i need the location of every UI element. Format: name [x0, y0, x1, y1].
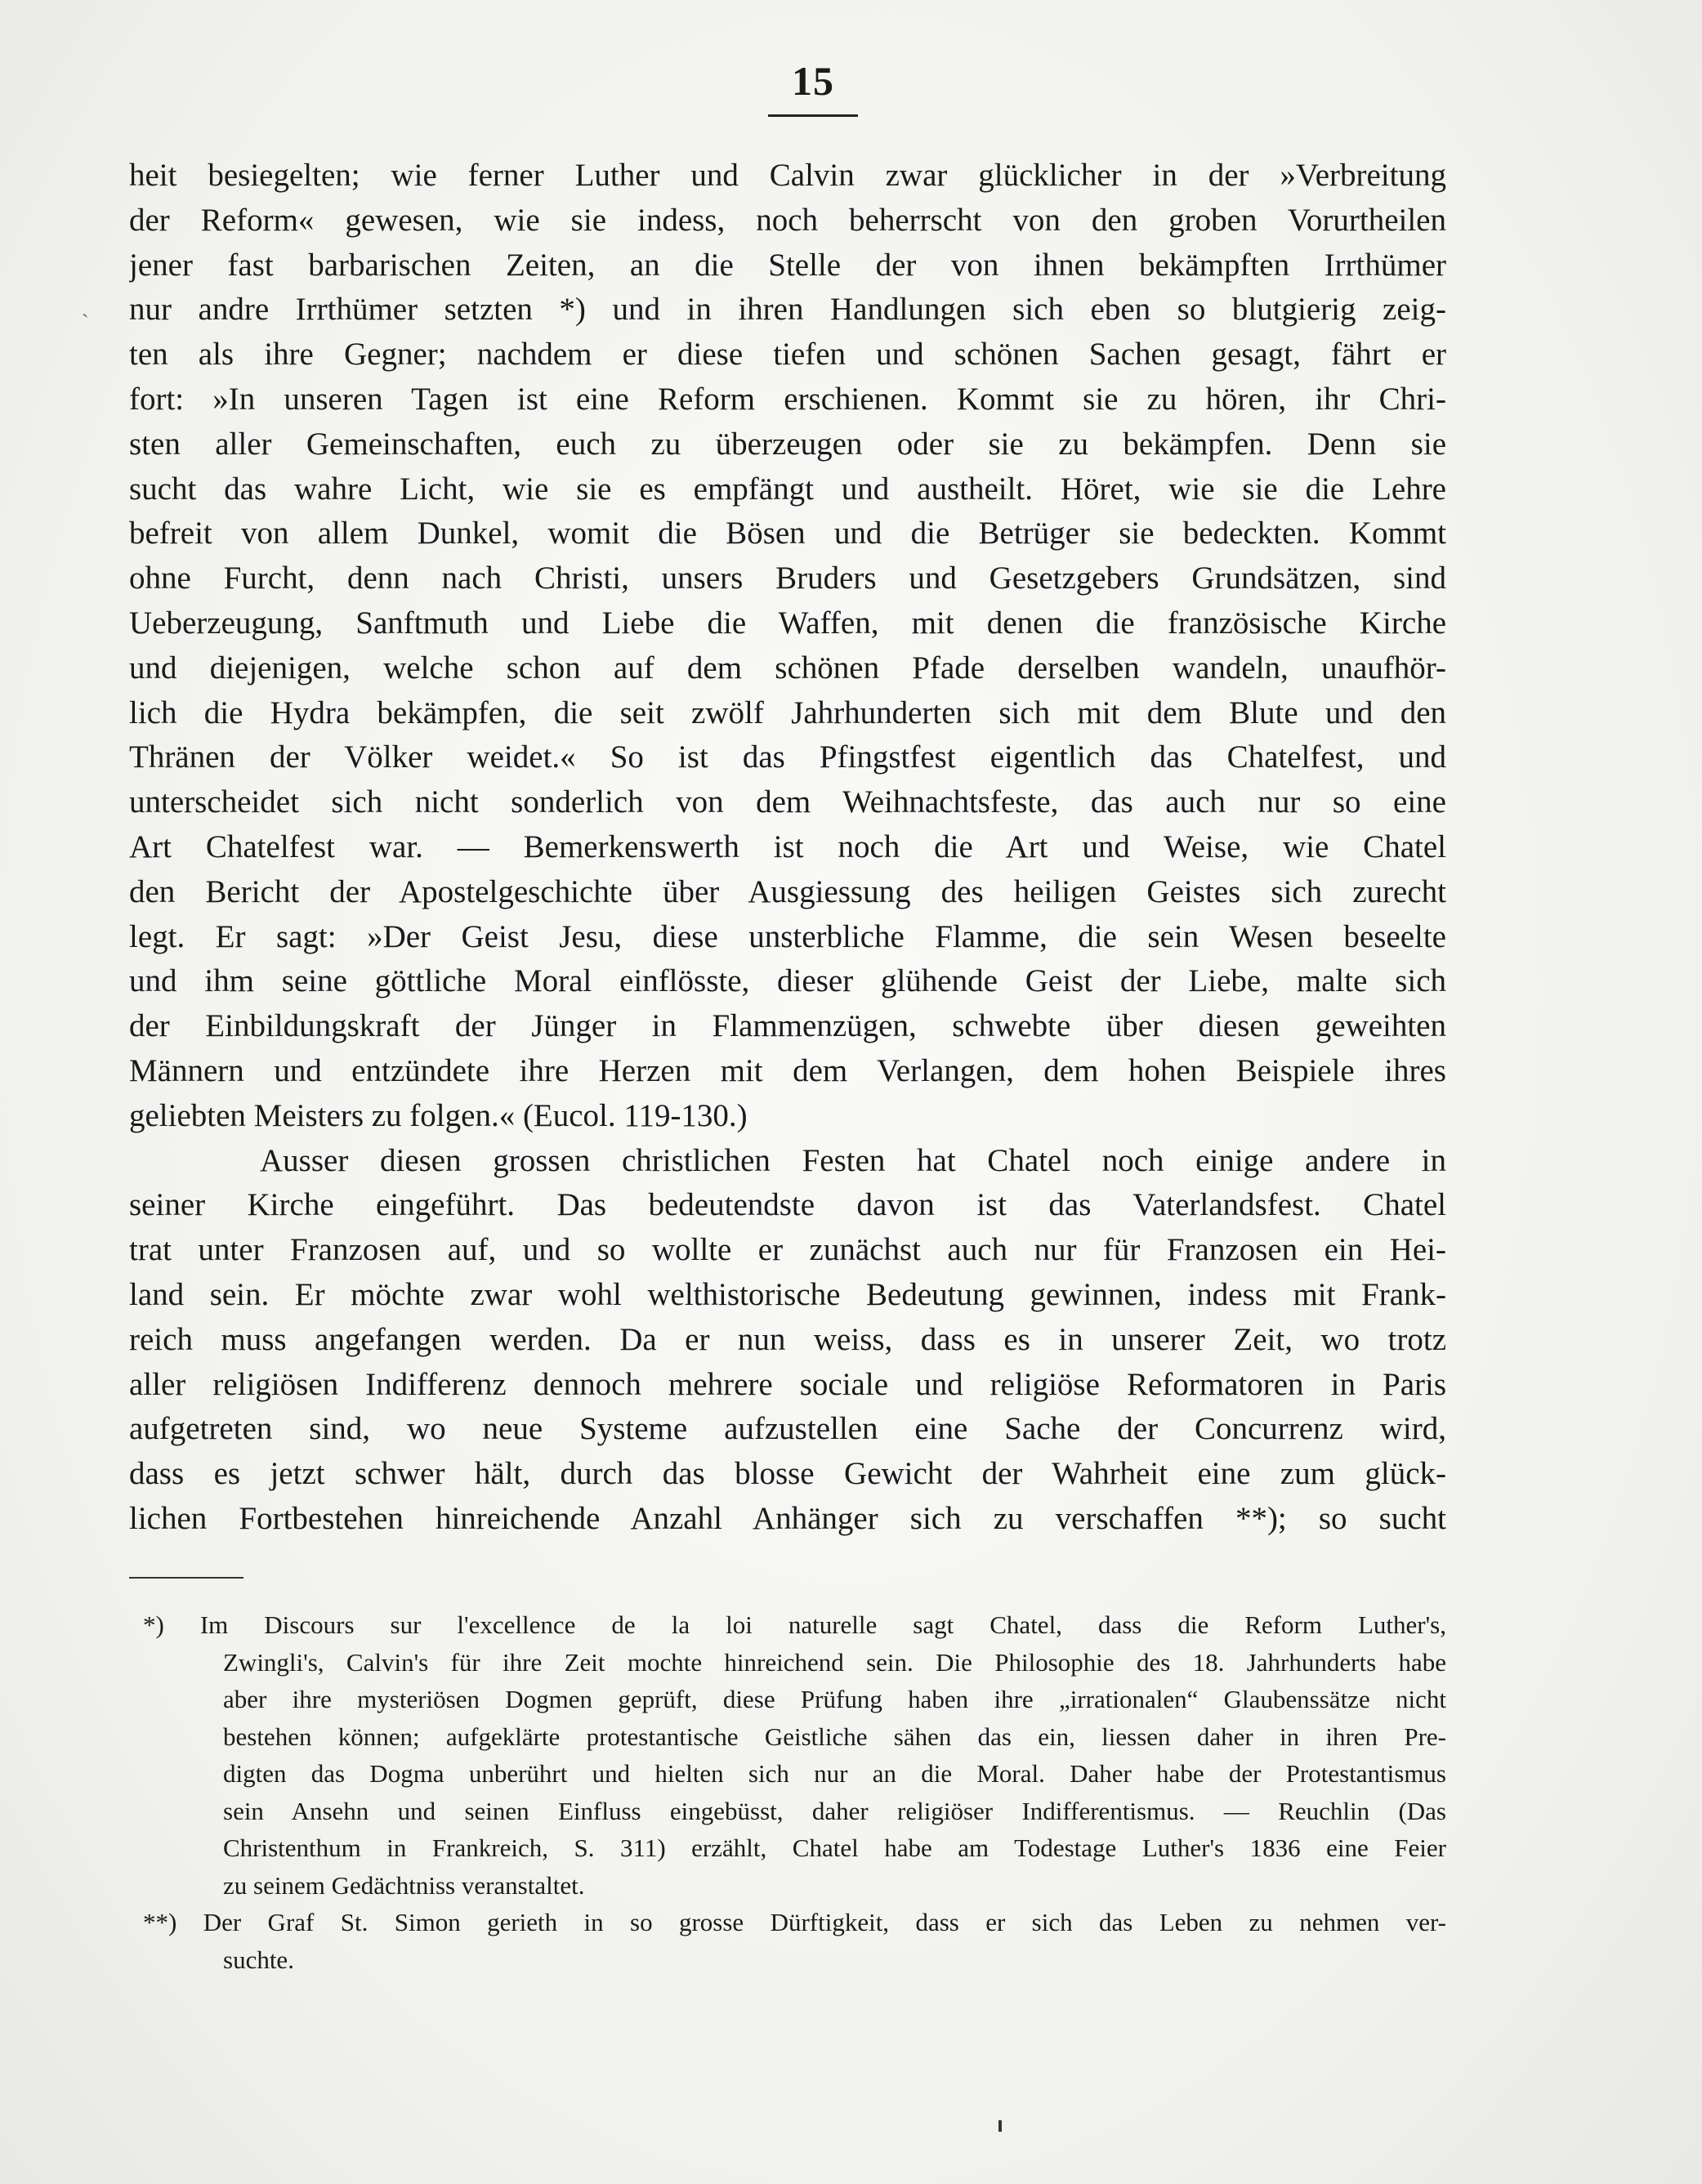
text-line: geliebten Meisters zu folgen.« (Eucol. 119-130.) — [129, 1097, 748, 1133]
text-line: und diejenigen, welche schon auf dem schönen Pfade derselben wandeln, unaufhör- — [129, 650, 1446, 686]
text-line: sten aller Gemeinschaften, euch zu überzeugen oder sie zu bekämpfen. Denn sie — [129, 426, 1446, 462]
text-line: der Einbildungskraft der Jünger in Flammenzügen, schwebte über diesen geweihten — [129, 1008, 1446, 1044]
text-line: den Bericht der Apostelgeschichte über Ausgiessung des heiligen Geistes sich zurecht — [129, 873, 1446, 909]
text-line: und ihm seine göttliche Moral einflösste, dieser glühende Geist der Liebe, malte sich — [129, 963, 1446, 999]
text-line: Thränen der Völker weidet.« So ist das Pfingstfest eigentlich das Chatelfest, und — [129, 739, 1446, 775]
footnote-line: bestehen können; aufgeklärte protestantische Geistliche sähen das ein, liessen daher in ihren Pre- — [223, 1722, 1446, 1751]
page-number-underline — [768, 114, 858, 117]
text-line: Art Chatelfest war. — Bemerkenswerth ist noch die Art und Weise, wie Chatel — [129, 828, 1446, 864]
footnote-line: suchte. — [223, 1945, 294, 1974]
paragraph-start-line: Ausser diesen grossen christlichen Festen hat Chatel noch einige andere in — [260, 1142, 1446, 1178]
text-line: lichen Fortbestehen hinreichende Anzahl Anhänger sich zu verschaffen **); so sucht — [129, 1500, 1446, 1536]
text-line: aufgetreten sind, wo neue Systeme aufzustellen eine Sache der Concurrenz wird, — [129, 1411, 1446, 1447]
footnote-line: Christenthum in Frankreich, S. 311) erzählt, Chatel habe am Todestage Luther's 1836 eine Feier — [223, 1833, 1446, 1862]
footnote-line: sein Ansehn und seinen Einfluss eingebüsst, daher religiöser Indifferentismus. — Reuchlin (Das — [223, 1796, 1446, 1825]
footnotes — [143, 1606, 1446, 1978]
text-line: Ueberzeugung, Sanftmuth und Liebe die Waffen, mit denen die französische Kirche — [129, 605, 1446, 641]
footnote-separator — [129, 1577, 243, 1579]
footnote-line: zu seinem Gedächtniss veranstaltet. — [223, 1870, 585, 1900]
text-line: der Reform« gewesen, wie sie indess, noch beherrscht von den groben Vorurtheilen — [129, 202, 1446, 238]
text-line: legt. Er sagt: »Der Geist Jesu, diese unsterbliche Flamme, die sein Wesen beseelte — [129, 918, 1446, 954]
footnote-line: *) Im Discours sur l'excellence de la loi naturelle sagt Chatel, dass die Reform Luther's, — [143, 1610, 1446, 1639]
page-number: 15 — [792, 58, 834, 104]
text-line: nur andre Irrthümer setzten *) und in ihren Handlungen sich eben so blutgierig zeig- — [129, 292, 1446, 328]
text-line: aller religiösen Indifferenz dennoch mehrere sociale und religiöse Reformatoren in Paris — [129, 1366, 1446, 1402]
text-line: Männern und entzündete ihre Herzen mit dem Verlangen, dem hohen Beispiele ihres — [129, 1052, 1446, 1088]
text-line: ten als ihre Gegner; nachdem er diese tiefen und schönen Sachen gesagt, fährt er — [129, 337, 1446, 373]
print-mark — [998, 2120, 1002, 2132]
text-line: reich muss angefangen werden. Da er nun weiss, dass es in unserer Zeit, wo trotz — [129, 1321, 1446, 1357]
footnote-line: Zwingli's, Calvin's für ihre Zeit mochte hinreichend sein. Die Philosophie des 18. Jahrhunderts habe — [223, 1647, 1446, 1677]
text-line: ohne Furcht, denn nach Christi, unsers Bruders und Gesetzgebers Grundsätzen, sind — [129, 561, 1446, 596]
margin-mark: ˎ — [82, 294, 89, 318]
text-line: land sein. Er möchte zwar wohl welthistorische Bedeutung gewinnen, indess mit Frank- — [129, 1276, 1446, 1312]
text-line: fort: »In unseren Tagen ist eine Reform erschienen. Kommt sie zu hören, ihr Chri- — [129, 381, 1446, 417]
footnote-line: **) Der Graf St. Simon gerieth in so grosse Dürftigkeit, dass er sich das Leben zu nehmen ver- — [143, 1908, 1446, 1936]
text-line: heit besiegelten; wie ferner Luther und Calvin zwar glücklicher in der »Verbreitung — [129, 158, 1446, 193]
text-line: lich die Hydra bekämpfen, die seit zwölf Jahrhunderten sich mit dem Blute und den — [129, 695, 1446, 730]
text-line: sucht das wahre Licht, wie sie es empfängt und austheilt. Höret, wie sie die Lehre — [129, 471, 1446, 507]
text-line: unterscheidet sich nicht sonderlich von dem Weihnachtsfeste, das auch nur so eine — [129, 784, 1446, 820]
footnote-line: digten das Dogma unberührt und hielten sich nur an die Moral. Daher habe der Protestantismus — [223, 1759, 1446, 1788]
text-line: jener fast barbarischen Zeiten, an die Stelle der von ihnen bekämpften Irrthümer — [129, 247, 1446, 283]
text-line: seiner Kirche eingeführt. Das bedeutendste davon ist das Vaterlandsfest. Chatel — [129, 1187, 1446, 1223]
footnote-line: aber ihre mysteriösen Dogmen geprüft, diese Prüfung haben ihre „irrationalen“ Glaubenssätze nicht — [223, 1685, 1446, 1713]
text-line: trat unter Franzosen auf, und so wollte er zunächst auch nur für Franzosen ein Hei- — [129, 1232, 1446, 1268]
text-line: dass es jetzt schwer hält, durch das blosse Gewicht der Wahrheit eine zum glück- — [129, 1456, 1446, 1492]
body-text — [129, 154, 1446, 1542]
text-line: befreit von allem Dunkel, womit die Bösen und die Betrüger sie bedeckten. Kommt — [129, 516, 1446, 552]
